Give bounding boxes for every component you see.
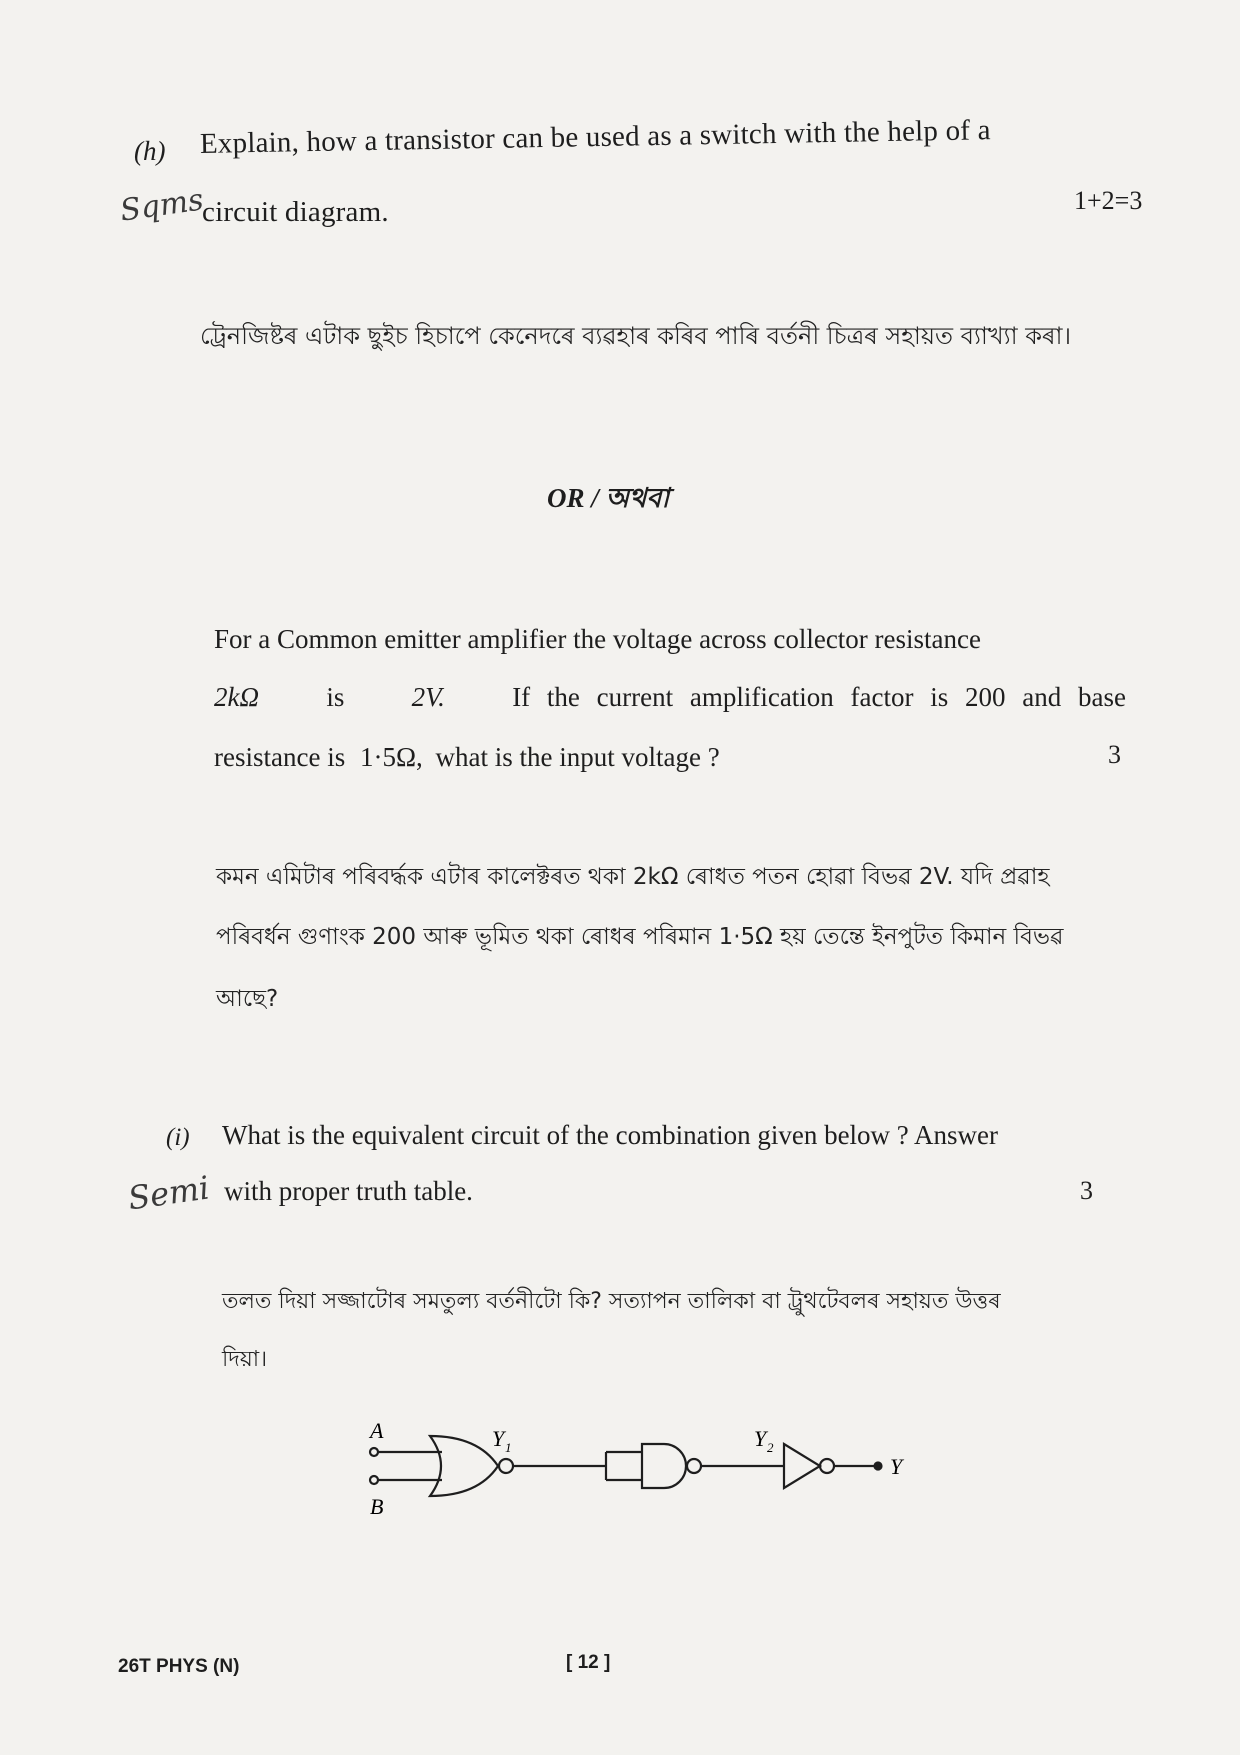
line3-text-c: what is the input voltage ?	[435, 742, 720, 772]
label-y1-sub: 1	[505, 1440, 512, 1455]
question-h-assamese: ট্রেনজিষ্টৰ এটাক ছুইচ হিচাপে কেনেদৰে ব্যৱহাৰ কৰিব পাৰি বৰ্তনী চিত্ৰৰ সহায়ত ব্যাখ্যা কৰা।	[200, 322, 1072, 350]
handwritten-note-i: Semi	[125, 1168, 212, 1218]
question-i-line2: with proper truth table.	[224, 1176, 473, 1206]
question-h-alt-line1: For a Common emitter amplifier the voltage across collector resistance	[214, 624, 981, 654]
voltage-value: 2V.	[411, 682, 445, 712]
footer-page-number: [ 12 ]	[566, 1652, 611, 1673]
question-h-alt-assamese-1: কমন এমিটাৰ পৰিবৰ্দ্ধক এটাৰ কালেক্টৰত থকা 2kΩ ৰোধত পতন হোৱা বিভৱ 2V. যদি প্ৰৱাহ	[216, 864, 1050, 890]
nor-bubble	[499, 1459, 513, 1473]
label-input-a: A	[370, 1418, 384, 1443]
question-h-alt-line2-rest: If the current amplification factor is 200 and base	[512, 682, 1126, 712]
question-i-assamese-2: দিয়া।	[222, 1347, 268, 1372]
input-a-terminal	[370, 1448, 378, 1456]
or-heading: OR / অথবা	[547, 483, 670, 513]
base-resistance-value: 1·5Ω,	[359, 742, 423, 772]
handwritten-note-h: Sqms	[117, 182, 206, 229]
marks-h: 1+2=3	[1074, 186, 1143, 215]
input-b-terminal	[370, 1476, 378, 1484]
word-is: is	[326, 682, 345, 712]
question-h-line1: Explain, how a transistor can be used as a switch with the help of a	[199, 114, 991, 160]
line3-text-a: resistance is	[214, 742, 346, 772]
question-i-assamese-1: তলত দিয়া সজ্জাটোৰ সমতুল্য বৰ্তনীটো কি? সত্যাপন তালিকা বা ট্ৰুথটেবলৰ সহায়ত উত্তৰ	[222, 1289, 1001, 1314]
question-h-alt-line3	[214, 742, 720, 773]
output-terminal	[875, 1463, 882, 1470]
nand-gate	[642, 1444, 686, 1488]
not-gate	[784, 1444, 820, 1488]
resistance-value: 2kΩ	[214, 682, 260, 712]
logic-circuit-diagram	[360, 1410, 920, 1520]
nand-bubble	[687, 1459, 701, 1473]
question-i-line1: What is the equivalent circuit of the combination given below ? Answer	[222, 1120, 999, 1150]
label-output-y: Y	[890, 1454, 903, 1479]
marks-h-alt: 3	[1108, 740, 1121, 769]
question-h-alt-assamese-3: আছে?	[216, 986, 279, 1012]
question-h-line2: circuit diagram.	[202, 196, 389, 228]
footer-paper-code: 26T PHYS (N)	[118, 1656, 240, 1677]
label-input-b: B	[370, 1494, 384, 1519]
label-y2-sub: 2	[767, 1440, 774, 1455]
question-label-i: (i)	[166, 1124, 190, 1151]
question-label-h: (h)	[134, 136, 166, 166]
label-y1	[492, 1426, 512, 1455]
label-y2	[754, 1426, 774, 1455]
marks-i: 3	[1080, 1176, 1093, 1205]
label-y1-main: Y	[492, 1426, 505, 1451]
label-y2-main: Y	[754, 1426, 767, 1451]
question-h-alt-assamese-2: পৰিবৰ্ধন গুণাংক 200 আৰু ভূমিত থকা ৰোধৰ পৰিমান 1·5Ω হয় তেন্তে ইনপুটত কিমান বিভৱ	[216, 924, 1064, 950]
nor-gate	[430, 1436, 498, 1496]
question-h-alt-line2	[214, 682, 1126, 713]
